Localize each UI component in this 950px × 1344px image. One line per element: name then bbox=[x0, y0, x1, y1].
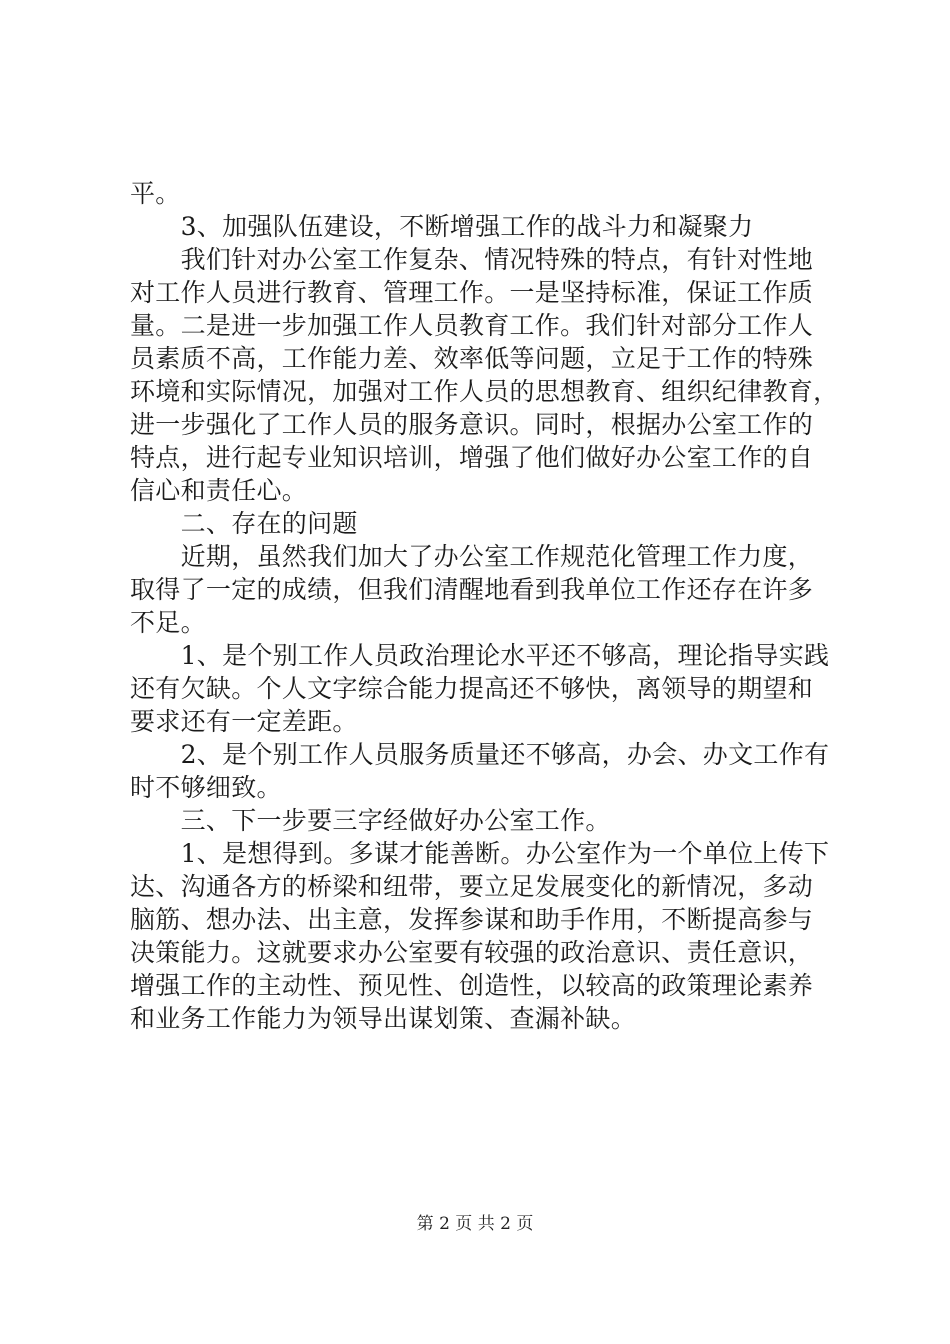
text-line: 我们针对办公室工作复杂、情况特殊的特点，有针对性地 bbox=[130, 245, 814, 274]
text-line: 取得了一定的成绩，但我们清醒地看到我单位工作还存在许多 bbox=[130, 575, 814, 604]
text-line: 达、沟通各方的桥梁和纽带，要立足发展变化的新情况，多动 bbox=[130, 872, 814, 901]
text-line: 和业务工作能力为领导出谋划策、查漏补缺。 bbox=[130, 1004, 637, 1033]
page-number-footer: 第 2 页 共 2 页 bbox=[416, 1214, 534, 1234]
section-heading-3: 3、加强队伍建设，不断增强工作的战斗力和凝聚力 bbox=[130, 212, 754, 241]
text-line: 员素质不高，工作能力差、效率低等问题，立足于工作的特殊 bbox=[130, 344, 814, 373]
text-line: 1、是想得到。多谋才能善断。办公室作为一个单位上传下 bbox=[130, 839, 830, 868]
text-line: 信心和责任心。 bbox=[130, 476, 308, 505]
text-line: 近期，虽然我们加大了办公室工作规范化管理工作力度， bbox=[130, 542, 814, 571]
text-line: 还有欠缺。个人文字综合能力提高还不够快，离领导的期望和 bbox=[130, 674, 814, 703]
text-line: 2、是个别工作人员服务质量还不够高，办会、办文工作有 bbox=[130, 740, 830, 769]
text-line: 增强工作的主动性、预见性、创造性，以较高的政策理论素养 bbox=[130, 971, 814, 1000]
text-line: 要求还有一定差距。 bbox=[130, 707, 358, 736]
text-line: 决策能力。这就要求办公室要有较强的政治意识、责任意识， bbox=[130, 938, 814, 967]
text-line: 平。 bbox=[130, 179, 181, 208]
section-heading-problems: 二、存在的问题 bbox=[130, 509, 358, 538]
section-heading-next-steps: 三、下一步要三字经做好办公室工作。 bbox=[130, 806, 611, 835]
text-line: 环境和实际情况，加强对工作人员的思想教育、组织纪律教育， bbox=[130, 377, 839, 406]
text-line: 特点，进行起专业知识培训，增强了他们做好办公室工作的自 bbox=[130, 443, 814, 472]
text-line: 对工作人员进行教育、管理工作。一是坚持标准，保证工作质 bbox=[130, 278, 814, 307]
text-line: 脑筋、想办法、出主意，发挥参谋和助手作用，不断提高参与 bbox=[130, 905, 814, 934]
text-line: 进一步强化了工作人员的服务意识。同时，根据办公室工作的 bbox=[130, 410, 814, 439]
text-line: 量。二是进一步加强工作人员教育工作。我们针对部分工作人 bbox=[130, 311, 814, 340]
text-line: 1、是个别工作人员政治理论水平还不够高，理论指导实践 bbox=[130, 641, 830, 670]
text-line: 时不够细致。 bbox=[130, 773, 282, 802]
text-line: 不足。 bbox=[130, 608, 206, 637]
